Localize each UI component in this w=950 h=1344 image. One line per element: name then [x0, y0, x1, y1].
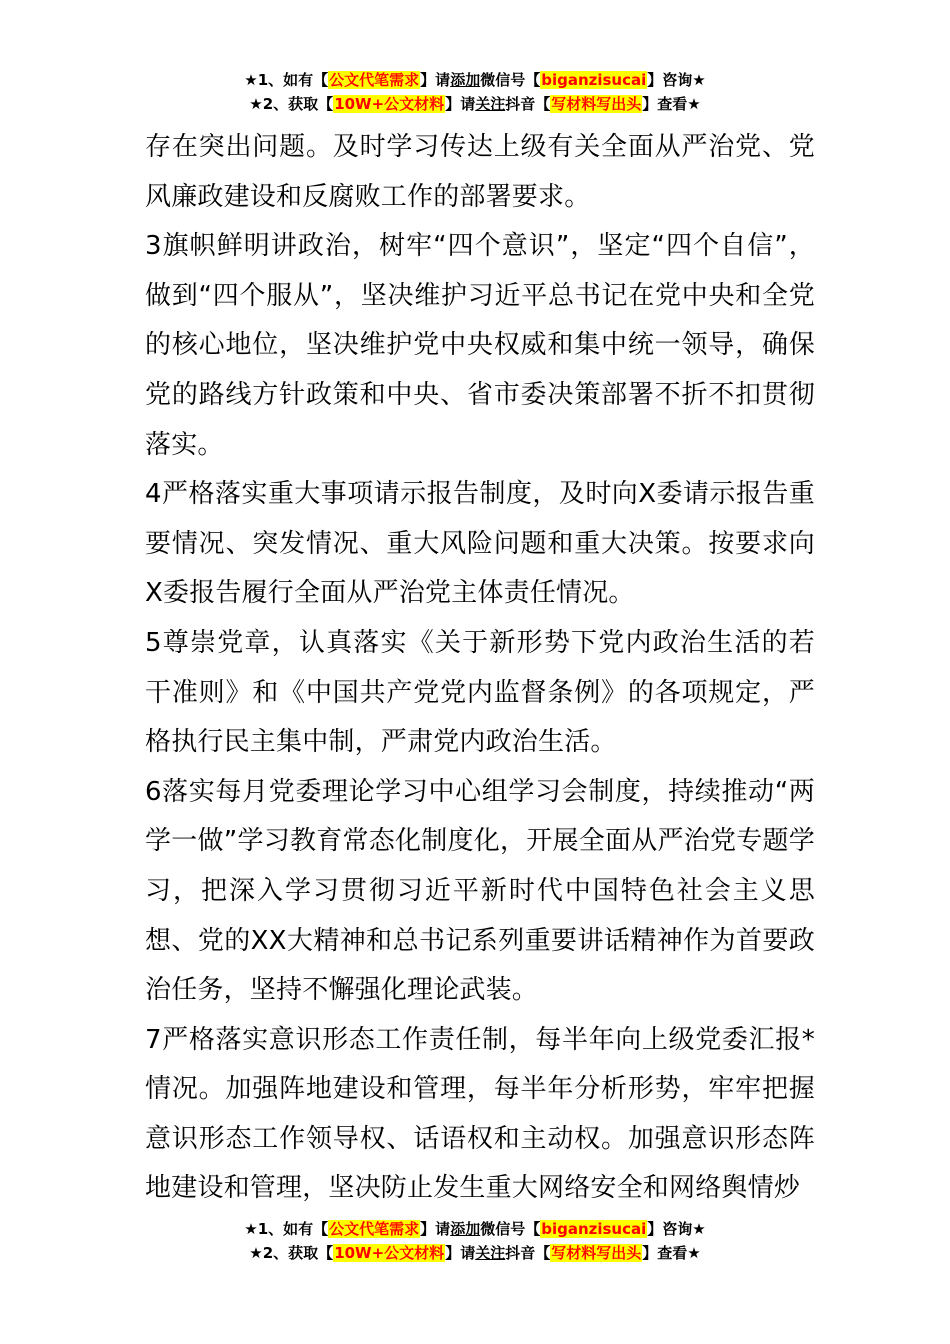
- banner-highlight: biganzisucai: [541, 1220, 647, 1238]
- banner-underline: 关注: [475, 1244, 506, 1262]
- banner-highlight: 10W+公文材料: [334, 1244, 445, 1262]
- banner-text: 】请: [420, 71, 451, 89]
- document-body: [145, 123, 815, 1214]
- paragraph: 5尊崇党章，认真落实《关于新形势下党内政治生活的若干准则》和《中国共产党党内监督条例》的各项规定，严格执行民主集中制，严肃党内政治生活。: [145, 627, 815, 758]
- banner-text: ★1、如有【: [244, 1220, 329, 1238]
- banner-text: 抖音【: [505, 1244, 551, 1262]
- banner-text: 】查看★: [642, 1244, 701, 1262]
- banner-text: 微信号【: [480, 71, 541, 89]
- banner-highlight: 10W+公文材料: [334, 95, 445, 113]
- banner-text: 】咨询★: [647, 1220, 706, 1238]
- paragraph: 3旗帜鲜明讲政治，树牢“四个意识”，坚定“四个自信”，做到“四个服从”，坚决维护习近平总书记在党中央和全党的核心地位，坚决维护党中央权威和集中统一领导，确保党的路线方针政策和中央、省市委决策部署不折不扣贯彻落实。: [145, 231, 815, 460]
- banner-text: 】咨询★: [647, 71, 706, 89]
- paragraph: 6落实每月党委理论学习中心组学习会制度，持续推动“两学一做”学习教育常态化制度化，开展全面从严治党专题学习，把深入学习贯彻习近平新时代中国特色社会主义思想、党的XX大精神和总书记系列重要讲话精神作为首要政治任务，坚持不懈强化理论武装。: [145, 776, 815, 1006]
- banner-line-1: [0, 1217, 950, 1241]
- banner-underline: 添加: [450, 71, 481, 89]
- banner-highlight: 写材料写出头: [551, 95, 642, 113]
- banner-highlight: 公文代笔需求: [329, 71, 420, 89]
- banner-text: 】请: [445, 1244, 476, 1262]
- banner-text: 】查看★: [642, 95, 701, 113]
- banner-text: 】请: [445, 95, 476, 113]
- banner-underline: 添加: [450, 1220, 481, 1238]
- banner-text: ★2、获取【: [249, 1244, 334, 1262]
- banner-highlight: biganzisucai: [541, 71, 647, 89]
- banner-highlight: 公文代笔需求: [329, 1220, 420, 1238]
- paragraph: 7严格落实意识形态工作责任制，每半年向上级党委汇报*情况。加强阵地建设和管理，每半年分析形势，牢牢把握意识形态工作领导权、话语权和主动权。加强意识形态阵地建设和管理，坚决防止发生重大网络安全和网络舆情炒: [145, 1024, 815, 1204]
- banner-text: ★2、获取【: [249, 95, 334, 113]
- banner-line-2: [0, 92, 950, 116]
- header-banner: [0, 68, 950, 116]
- banner-highlight: 写材料写出头: [551, 1244, 642, 1262]
- banner-text: 抖音【: [505, 95, 551, 113]
- footer-banner: [0, 1217, 950, 1265]
- paragraph: 4严格落实重大事项请示报告制度，及时向X委请示报告重要情况、突发情况、重大风险问题和重大决策。按要求向X委报告履行全面从严治党主体责任情况。: [145, 479, 815, 609]
- paragraph: 存在突出问题。及时学习传达上级有关全面从严治党、党风廉政建设和反腐败工作的部署要求。: [145, 132, 815, 212]
- banner-line-2: [0, 1241, 950, 1265]
- banner-text: 微信号【: [480, 1220, 541, 1238]
- banner-text: 】请: [420, 1220, 451, 1238]
- banner-line-1: [0, 68, 950, 92]
- banner-underline: 关注: [475, 95, 506, 113]
- banner-text: ★1、如有【: [244, 71, 329, 89]
